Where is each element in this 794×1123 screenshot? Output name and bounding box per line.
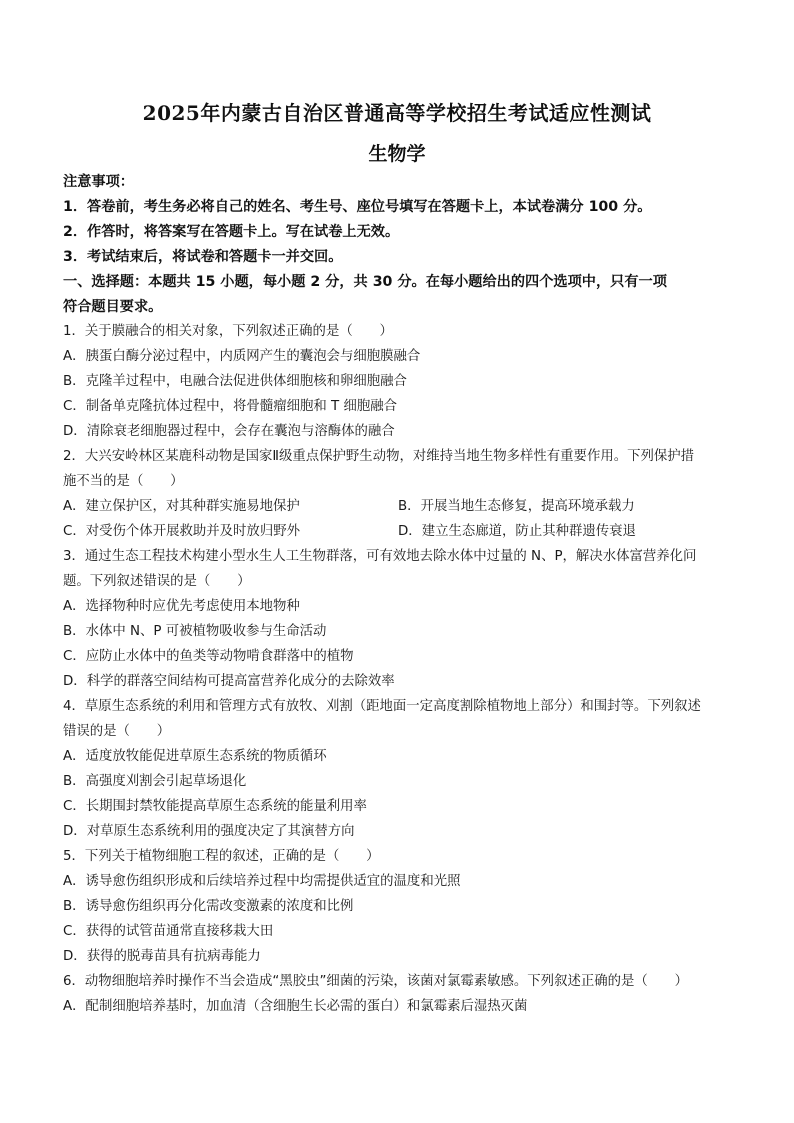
question-stem: 5．下列关于植物细胞工程的叙述，正确的是（ ） <box>63 849 380 864</box>
question-option: C．长期围封禁牧能提高草原生态系统的能量利用率 <box>63 799 367 814</box>
question-option: C．应防止水体中的鱼类等动物啃食群落中的植物 <box>63 649 354 664</box>
question-option: D．对草原生态系统利用的强度决定了其演替方向 <box>63 824 355 839</box>
question-stem: 2．大兴安岭林区某鹿科动物是国家Ⅱ级重点保护野生动物，对维持当地生物多样性有重要作用。下列保护措 <box>63 449 695 464</box>
question-stem-cont: 错误的是（ ） <box>63 724 171 739</box>
notice-heading: 注意事项： <box>63 174 134 190</box>
question-option: B．水体中 N、P 可被植物吸收参与生命活动 <box>63 624 327 639</box>
question-option: A．配制细胞培养基时，加血清（含细胞生长必需的蛋白）和氯霉素后湿热灭菌 <box>63 999 528 1014</box>
question-option: B．开展当地生态修复，提高环境承载力 <box>398 499 635 514</box>
question-option: D．建立生态廊道，防止其种群遗传衰退 <box>398 524 636 539</box>
question-option: C．对受伤个体开展救助并及时放归野外 <box>63 524 300 539</box>
notice-item: 3．考试结束后，将试卷和答题卡一并交回。 <box>63 249 343 265</box>
question-stem: 1．关于膜融合的相关对象，下列叙述正确的是（ ） <box>63 324 393 339</box>
question-option-row <box>63 523 743 541</box>
question-stem-cont: 施不当的是（ ） <box>63 474 184 489</box>
question-option: D．科学的群落空间结构可提高富营养化成分的去除效率 <box>63 674 395 689</box>
question-option: B．高强度刈割会引起草场退化 <box>63 774 247 789</box>
exam-title: 2025年内蒙古自治区普通高等学校招生考试适应性测试 <box>142 101 652 125</box>
question-stem: 6．动物细胞培养时操作不当会造成“黑胶虫”细菌的污染，该菌对氯霉素敏感。下列叙述正确的是（ ） <box>63 974 688 989</box>
section-heading-cont: 符合题目要求。 <box>63 299 163 315</box>
question-stem: 3．通过生态工程技术构建小型水生人工生物群落，可有效地去除水体中过量的 N、P，解决水体富营养化问 <box>63 549 697 564</box>
question-option-row <box>63 498 743 516</box>
subject-title: 生物学 <box>368 143 426 165</box>
question-option: C．制备单克隆抗体过程中，将骨髓瘤细胞和 T 细胞融合 <box>63 399 398 414</box>
question-option: A．选择物种时应优先考虑使用本地物种 <box>63 599 300 614</box>
question-stem-cont: 题。下列叙述错误的是（ ） <box>63 574 251 589</box>
section-heading: 一、选择题：本题共 15 小题，每小题 2 分，共 30 分。在每小题给出的四个选项中，只有一项 <box>63 274 667 290</box>
notice-item: 2．作答时，将答案写在答题卡上。写在试卷上无效。 <box>63 224 400 240</box>
question-option: B．诱导愈伤组织再分化需改变激素的浓度和比例 <box>63 899 354 914</box>
question-option: D．获得的脱毒苗具有抗病毒能力 <box>63 949 261 964</box>
question-option: A．适度放牧能促进草原生态系统的物质循环 <box>63 749 327 764</box>
question-option: B．克隆羊过程中，电融合法促进供体细胞核和卵细胞融合 <box>63 374 407 389</box>
question-option: D．清除衰老细胞器过程中，会存在囊泡与溶酶体的融合 <box>63 424 395 439</box>
question-option: A．诱导愈伤组织形成和后续培养过程中均需提供适宜的温度和光照 <box>63 874 461 889</box>
notice-item: 1．答卷前，考生务必将自己的姓名、考生号、座位号填写在答题卡上，本试卷满分 100 分。 <box>63 199 652 215</box>
question-option: C．获得的试管苗通常直接移栽大田 <box>63 924 274 939</box>
question-option: A．胰蛋白酶分泌过程中，内质网产生的囊泡会与细胞膜融合 <box>63 349 421 364</box>
question-stem: 4．草原生态系统的利用和管理方式有放牧、刈割（距地面一定高度割除植物地上部分）和围封等。下列叙述 <box>63 699 701 714</box>
question-option: A．建立保护区，对其种群实施易地保护 <box>63 499 300 514</box>
